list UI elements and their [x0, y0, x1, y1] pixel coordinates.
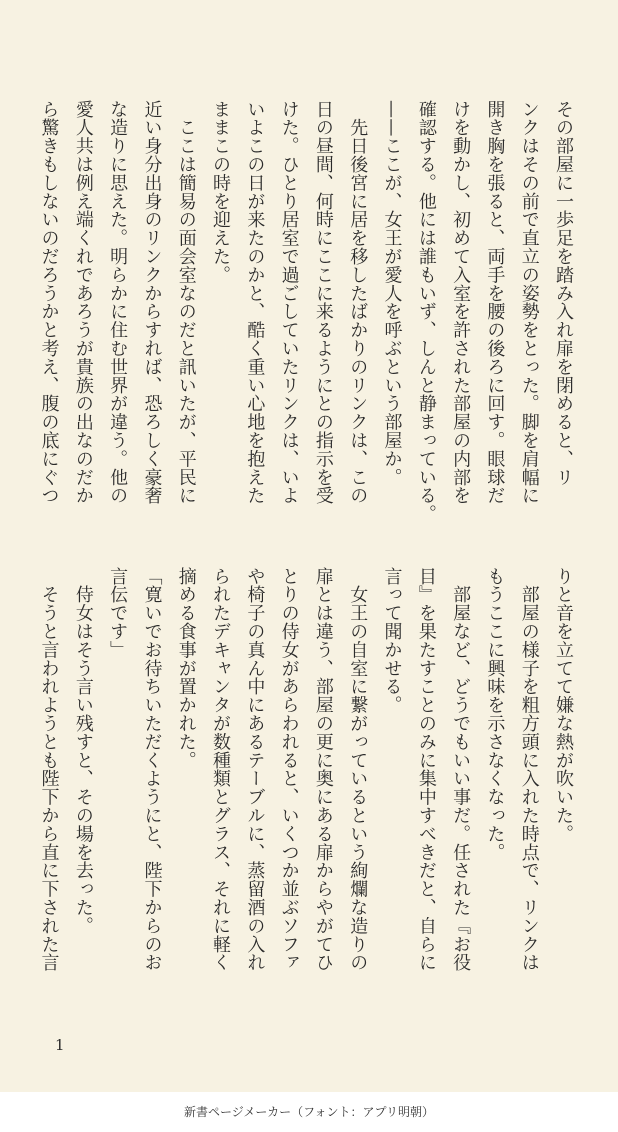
text-line: ——ここが、女王が愛人を呼ぶという部屋か。	[381, 100, 403, 487]
text-line: けを動かし、初めて入室を許された部屋の内部を	[450, 100, 472, 505]
text-line: 目』を果たすことのみに集中すべきだと、自らに	[415, 567, 437, 972]
text-block-upper	[31, 100, 580, 528]
text-line: られたデキャンタが数種類とグラス、それに軽く	[210, 567, 232, 972]
text-line: ままこの時を迎えた。	[210, 100, 232, 284]
text-block-lower	[31, 567, 580, 987]
text-line: その部屋に一歩足を踏み入れ扉を閉めると、リ	[553, 100, 574, 487]
text-line: 「寛いでお待ちいただくようにと、陛下からのお	[141, 567, 163, 972]
text-line: 侍女はそう言い残すと、その場を去った。	[72, 567, 94, 935]
text-line: けた。ひとり居室で過ごしていたリンクは、いよ	[278, 100, 300, 505]
text-line: 近い身分出身のリンクからすれば、恐ろしく豪奢	[141, 100, 163, 505]
text-line: ら驚きもしないのだろうかと考え、腹の底にぐつ	[38, 100, 60, 505]
text-line: 愛人共は例え端くれであろうが貴族の出なのだか	[72, 100, 94, 505]
text-line: 開き胸を張ると、両手を腰の後ろに回す。眼球だ	[484, 100, 506, 505]
text-line: もうここに興味を示さなくなった。	[484, 567, 506, 862]
text-line: 言って聞かせる。	[381, 567, 403, 715]
text-line: 扉とは違う、部屋の更に奥にある扉からやがてひ	[312, 567, 334, 972]
text-line: とりの侍女があらわれると、いくつか並ぶソファ	[278, 567, 300, 972]
page-number: 1	[55, 1036, 65, 1054]
text-line: 日の昼間、何時にここに来るようにとの指示を受	[312, 100, 334, 505]
text-line: な造りに思えた。明らかに住む世界が違う。他の	[107, 100, 129, 505]
text-line: 部屋など、どうでもいい事だ。任された『お役	[450, 567, 472, 972]
text-line: 先日後宮に居を移したばかりのリンクは、この	[347, 100, 369, 505]
text-line: 言伝です」	[107, 567, 129, 659]
text-line: や椅子の真ん中にあるテーブルに、蒸留酒の入れ	[244, 567, 266, 972]
text-line: 部屋の様子を粗方頭に入れた時点で、リンクは	[518, 567, 540, 972]
text-line: 確認する。他には誰もいず、しんと静まっている。	[415, 100, 437, 524]
text-line: りと音を立てて嫌な熱が吹いた。	[553, 567, 574, 843]
text-line: いよこの日が来たのかと、酷く重い心地を抱えた	[244, 100, 266, 505]
text-line: そうと言われようとも陛下から直に下された言	[38, 567, 60, 972]
footer-credit: 新書ページメーカー（フォント：アプリ明朝）	[183, 1105, 435, 1119]
text-line: 女王の自室に繋がっているという絢爛な造りの	[347, 567, 369, 972]
text-line: ンクはその前で直立の姿勢をとった。脚を肩幅に	[518, 100, 540, 505]
text-line: ここは簡易の面会室なのだと訊いたが、平民に	[175, 100, 197, 505]
text-line: 摘める食事が置かれた。	[175, 567, 197, 770]
